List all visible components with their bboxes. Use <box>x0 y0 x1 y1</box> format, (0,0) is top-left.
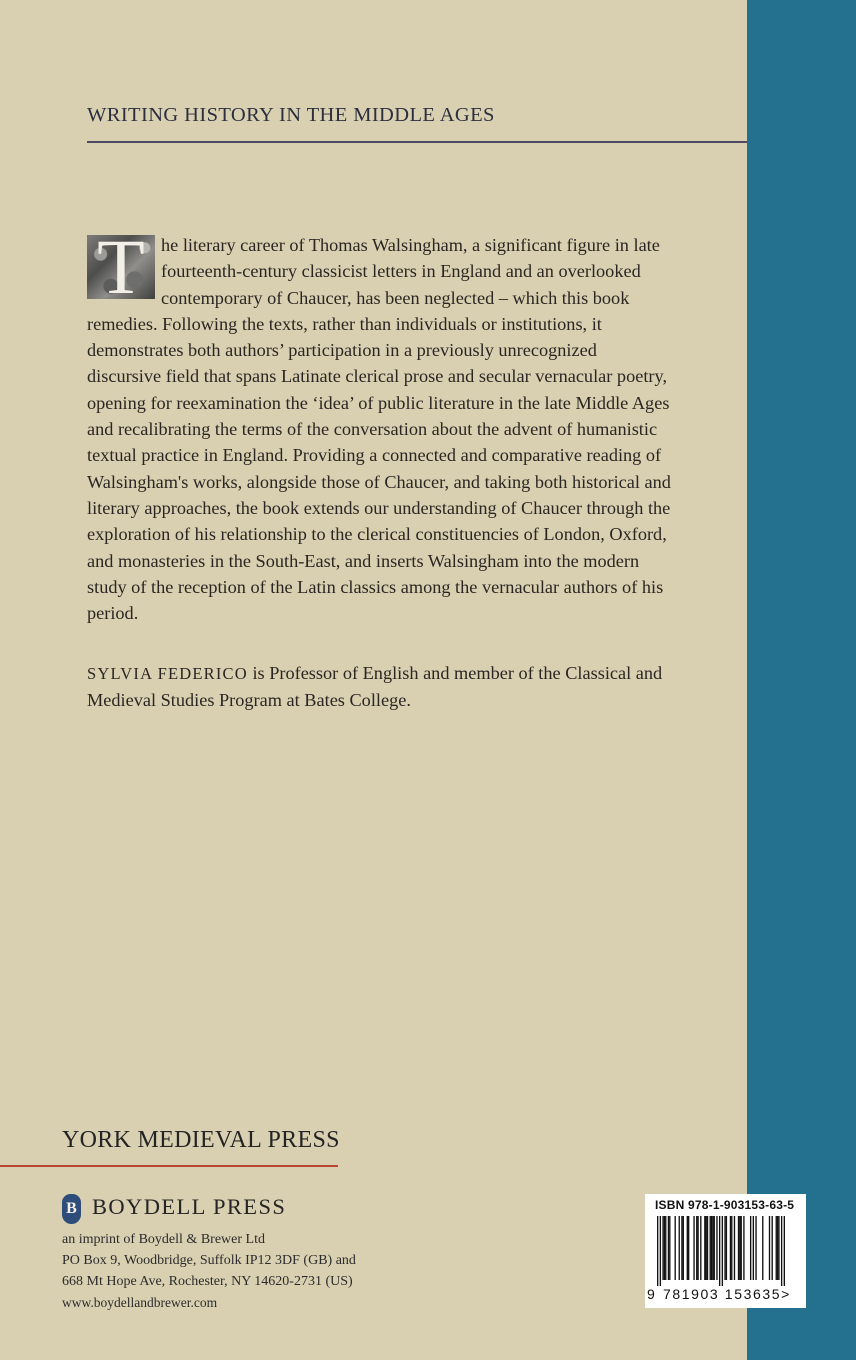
barcode-bar <box>738 1216 739 1280</box>
barcode-bar <box>697 1216 698 1280</box>
barcode-bar <box>665 1216 666 1280</box>
barcode-bar <box>778 1216 779 1280</box>
barcode-bar <box>730 1216 731 1280</box>
barcode-digit-groups: 781903 153635> <box>663 1286 791 1302</box>
barcode-bar <box>693 1216 694 1280</box>
press-name: YORK MEDIEVAL PRESS <box>62 1127 340 1153</box>
barcode-bar <box>700 1216 701 1280</box>
barcode-bar <box>706 1216 707 1280</box>
logo-letter: B <box>66 1200 77 1217</box>
barcode-bar <box>704 1216 705 1280</box>
barcode-first-digit: 9 <box>647 1286 655 1302</box>
barcode-bar <box>741 1216 742 1280</box>
barcode-bar <box>687 1216 688 1280</box>
barcode-bar <box>726 1216 727 1280</box>
barcode-bar <box>784 1216 785 1286</box>
blurb-text: he literary career of Thomas Walsingham, a significant figure in late fourteenth-century classicist letters in England and an overlooked contemporary of Chaucer, has been neglected – which this book remedies. Following the texts, rather than individuals or institutions, it demonstrates both authors’ participation in a previously unrecognized discursive field that spans Latinate clerical prose and secular vernacular poetry, opening for reexamination the ‘idea’ of public literature in the late Middle Ages and recalibrating the terms of the conversation about the advent of humanistic textual practice in England. Providing a connected and comparative reading of Walsingham's works, alongside those of Chaucer, and taking both historical and literary approaches, the book extends our understanding of Chaucer through the exploration of his relationship to the clerical constituencies of London, Oxford, and monasteries in the South-East, and inserts Walsingham into the modern study of the reception of the Latin classics among the vernacular authors of his period. <box>87 235 671 624</box>
barcode-bars <box>657 1216 785 1286</box>
barcode-bar <box>777 1216 778 1280</box>
website-link[interactable]: www.boydellandbrewer.com <box>62 1295 218 1310</box>
imprint-address <box>62 1229 356 1292</box>
barcode-bar <box>743 1216 744 1280</box>
barcode-bar <box>781 1216 782 1286</box>
barcode-bar <box>739 1216 740 1280</box>
barcode-bar <box>679 1216 680 1280</box>
barcode-bar <box>675 1216 676 1280</box>
barcode-bar <box>734 1216 735 1280</box>
author-name: SYLVIA FEDERICO <box>87 664 248 683</box>
address-line: PO Box 9, Woodbridge, Suffolk IP12 3DF (GB) and <box>62 1253 356 1268</box>
barcode-bar <box>688 1216 689 1280</box>
barcode-bar <box>681 1216 682 1280</box>
barcode-bar <box>669 1216 670 1280</box>
barcode-bar <box>731 1216 732 1280</box>
series-divider <box>87 141 747 143</box>
series-title: WRITING HISTORY IN THE MIDDLE AGES <box>87 104 495 126</box>
barcode-bar <box>707 1216 708 1280</box>
imprint-line: an imprint of Boydell & Brewer Ltd <box>62 1232 265 1247</box>
barcode-end-mark: > <box>781 1286 791 1302</box>
barcode-bar <box>716 1216 717 1280</box>
barcode-bar <box>769 1216 770 1280</box>
barcode <box>645 1194 806 1308</box>
address-line: 668 Mt Hope Ave, Rochester, NY 14620-2731 (US) <box>62 1274 353 1289</box>
barcode-bar <box>696 1216 697 1280</box>
boydell-shield-icon <box>62 1194 81 1224</box>
barcode-bar <box>722 1216 723 1286</box>
press-divider <box>0 1165 338 1167</box>
barcode-bar <box>724 1216 725 1280</box>
barcode-bar <box>660 1216 661 1286</box>
barcode-bar <box>762 1216 763 1280</box>
barcode-bar <box>712 1216 713 1280</box>
spine-strip <box>747 0 856 1360</box>
barcode-bar <box>662 1216 663 1280</box>
isbn-label: ISBN 978-1-903153-63-5 <box>655 1198 795 1212</box>
barcode-bar <box>668 1216 669 1280</box>
barcode-bar <box>711 1216 712 1280</box>
barcode-bar <box>664 1216 665 1280</box>
barcode-bar <box>714 1216 715 1280</box>
barcode-bar <box>750 1216 751 1280</box>
barcode-bar <box>657 1216 658 1286</box>
author-bio <box>87 660 672 714</box>
barcode-bar <box>683 1216 684 1280</box>
author-bio-text: is Professor of English and member of the Classical and Medieval Studies Program at Bates College. <box>87 663 663 711</box>
dropcap-image <box>87 235 155 299</box>
barcode-bar <box>776 1216 777 1280</box>
barcode-bar <box>755 1216 756 1280</box>
publisher-name: BOYDELL PRESS <box>92 1194 287 1219</box>
barcode-bar <box>719 1216 720 1286</box>
barcode-bar <box>753 1216 754 1280</box>
barcode-bar <box>710 1216 711 1280</box>
blurb-paragraph <box>87 232 672 626</box>
dropcap-letter: T <box>97 235 145 299</box>
barcode-bar <box>772 1216 773 1280</box>
